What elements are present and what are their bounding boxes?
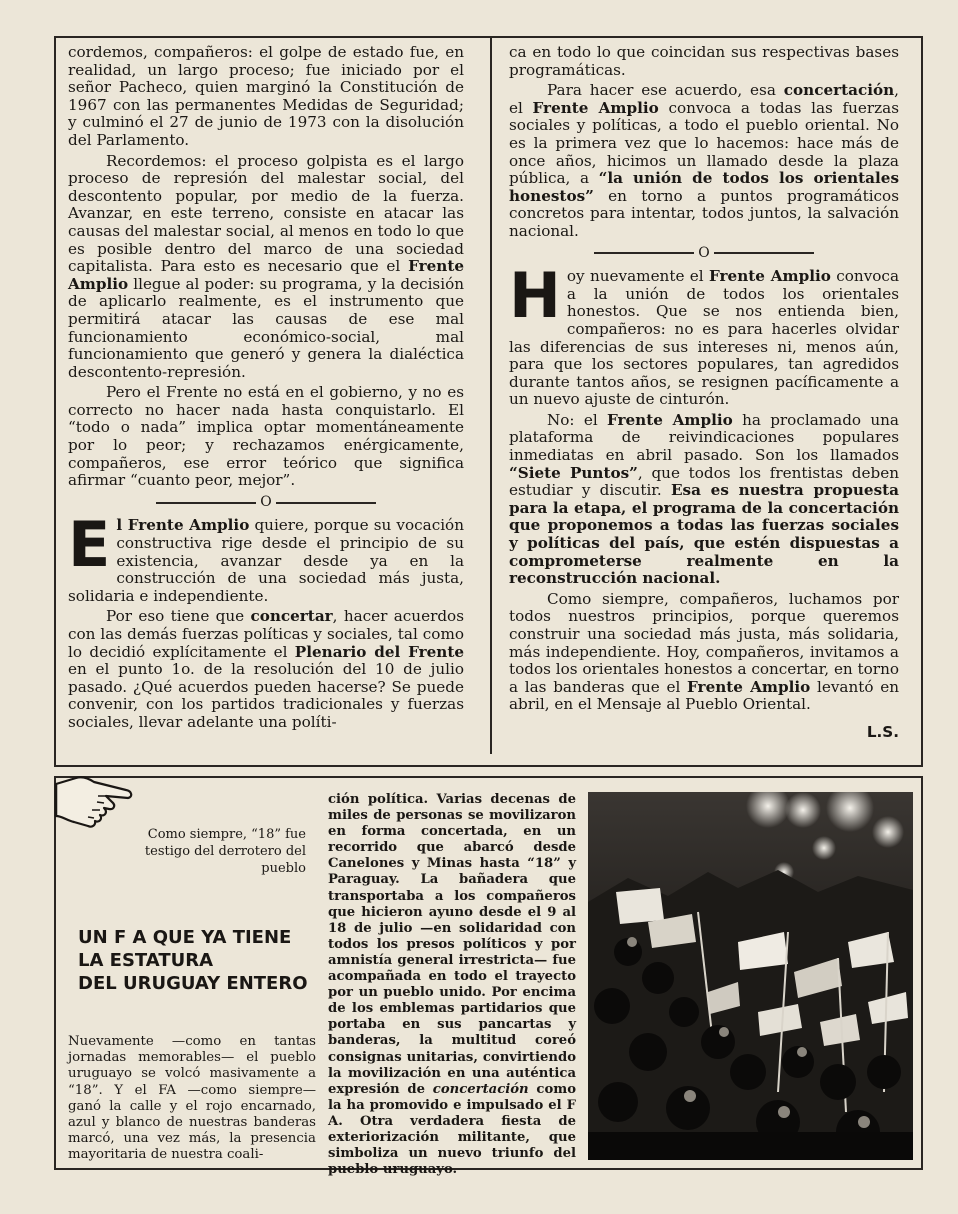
text-italic: concertación: [432, 1081, 529, 1097]
headline-line: LA ESTATURA: [78, 950, 214, 971]
right-column: [509, 44, 899, 742]
box-headline: [78, 926, 318, 995]
separator: [509, 245, 899, 263]
text: Recordemos: el proceso golpista es el largo proceso de represión del malestar social, del descontento popular, por medio de la fuerza. Avanzar, en este terreno, consiste en atacar las causas del malestar social, al menos en todo lo que es posible dentro del marco de una sociedad capitalista. Para esto es necesario que el: [68, 151, 464, 276]
rally-photo: [588, 792, 913, 1160]
paragraph: [68, 384, 464, 490]
paragraph: [509, 44, 899, 79]
text-bold: Frente Amplio: [709, 267, 831, 286]
text: en el punto 1o. de la resolución del 10 de julio pasado. ¿Qué acuerdos pueden hacerse? Se puede convenir, con los partidos tradicionales y fuerzas sociales, llevar adelante una políti-: [68, 660, 464, 731]
column-divider: [490, 36, 492, 754]
text: oy nuevamente el: [566, 267, 710, 286]
text-bold: Frente Amplio: [68, 257, 464, 293]
text: ca en todo lo que coincidan sus respectivas bases programáticas.: [509, 43, 899, 79]
paragraph: [68, 44, 464, 150]
text-bold: concertación: [783, 81, 895, 100]
paragraph: [68, 608, 464, 731]
left-column: [68, 44, 464, 732]
text-bold: “Siete Puntos”: [509, 463, 638, 482]
drop-cap: H: [509, 259, 561, 333]
text-bold: Frente Amplio: [687, 677, 811, 696]
signature: L.S.: [866, 722, 899, 741]
paragraph: [68, 153, 464, 382]
paragraph: [509, 259, 899, 409]
drop-cap: E: [68, 508, 111, 582]
text: Como siempre, compañeros, luchamos por todos nuestros principios, porque queremos construir una sociedad más justa, más solidaria, más independiente. Hoy, compañeros, invitamos a todos los orientales honestos a concertar, en torno a las banderas que el: [509, 589, 899, 696]
box-body-text: [328, 792, 576, 1178]
text: , que todos los frentistas deben estudiar y discutir.: [509, 463, 900, 500]
text-bold: l Frente Amplio: [116, 516, 250, 535]
text-bold: “la unión de todos los orientales honestos”: [509, 169, 899, 205]
text: Por eso tiene que: [106, 607, 251, 626]
text-bold: Frente Amplio: [532, 98, 659, 117]
text: , el: [509, 81, 899, 117]
separator-mark: O: [698, 244, 710, 261]
text: , hacer acuerdos con las demás fuerzas políticas y sociales, tal como lo decidió explícitamente el: [68, 607, 464, 661]
paragraph: [509, 591, 899, 714]
photo-caption: Como siempre, “18” fue testigo del derrotero del pueblo: [144, 827, 306, 876]
text-bold: Esa es nuestra propuesta para la etapa, el programa de la concertación que proponemos a todas las fuerzas sociales y políticas del país, que estén dispuestas a comprometerse realmente en la reconstrucción nacional.: [509, 481, 899, 588]
text: Pero el Frente no está en el gobierno, y no es correcto no hacer nada hasta conquistarlo. El “todo o nada” implica optar momentáneamente por lo peor; y rechazamos enérgicamente, compañeros, ese error teórico que significa afirmar “cuanto peor, mejor”.: [68, 383, 464, 490]
text: No: el: [547, 410, 607, 429]
crowd-image: [588, 792, 913, 1160]
text: llegue al poder: su programa, y la decisión de aplicarlo realmente, es el instrumento que permitirá atacar las causas de ese mal funcionamiento económico-social, mal funcionamiento que generó y genera la dialéctica descontento-represión.: [68, 274, 464, 381]
paragraph: [509, 82, 899, 240]
text-bold: como la ha promovido e impulsado el F A. Otra verdadera fiesta de exteriorización militante, que simboliza un nuevo triunfo del pueblo uruguayo.: [328, 1081, 576, 1178]
separator: [68, 494, 464, 512]
text-bold: Frente Amplio: [606, 410, 733, 429]
text: en torno a puntos programáticos concretos para intentar, todos juntos, la salvación nacional.: [509, 186, 899, 240]
paragraph: [509, 412, 899, 588]
text: ha proclamado una plataforma de reivindicaciones populares inmediatas en abril pasado. Son los llamados: [509, 410, 899, 465]
text-bold: Plenario del Frente: [294, 642, 464, 661]
text-bold: concertar: [250, 607, 333, 626]
text: cordemos, compañeros: el golpe de estado fue, en realidad, un largo proceso; fue iniciado por el señor Pacheco, quien marginó la Constitución de 1967 con las permanentes Medidas de Seguridad; y culminó el 27 de junio de 1973 con la disolución del Parlamento.: [68, 43, 464, 149]
text: convoca a la unión de todos los orientales honestos. Que se nos entienda bien, compañeros: no es para hacerles olvidar las diferencias de sus intereses ni, menos aún, para que los sectores populares, tan agredidos durante tantos años, se resignen pacíficamente a un nuevo ajuste de cinturón.: [509, 267, 899, 409]
text: quiere, porque su vocación constructiva rige desde el principio de su existencia, avanzar desde ya en la construcción de una sociedad más justa, solidaria e independiente.: [68, 516, 464, 605]
paragraph: [68, 508, 464, 605]
headline-line: DEL URUGUAY ENTERO: [78, 973, 308, 994]
separator-mark: O: [260, 493, 272, 510]
text-bold: ción política. Varias decenas de miles de personas se movilizaron en forma concertada, en un recorrido que abarcó desde Canelones y Minas hasta “18” y Paraguay. La bañadera que transportaba a los compañeros que hicieron ayuno desde el 9 al 18 de julio —en solidaridad con todos los presos políticos y por amnistía general irrestricta— fue acompañada en todo el trayecto por un pueblo unido. Por encima de los emblemas partidarios que portaba en sus pancartas y banderas, la multitud coreó consignas unitarias, convirtiendo la movilización en una auténtica expresión de: [328, 792, 576, 1097]
text: levantó en abril, en el Mensaje al Pueblo Oriental.: [509, 677, 899, 714]
box-lead-text: Nuevamente —como en tantas jornadas memorables— el pueblo uruguayo se volcó masivamente a “18”. Y el FA —como siempre— ganó la calle y el rojo encarnado, azul y blanco de nuestras banderas marcó, una vez más, la presencia mayoritaria de nuestra coali-: [68, 1034, 316, 1163]
text: Para hacer ese acuerdo, esa: [547, 81, 784, 100]
text: convoca a todas las fuerzas sociales y políticas, a todo el pueblo oriental. No es la primera vez que lo hacemos: hace más de once años, hicimos un llamado desde la plaza pública, a: [509, 98, 899, 188]
headline-line: UN F A QUE YA TIENE: [78, 927, 292, 948]
